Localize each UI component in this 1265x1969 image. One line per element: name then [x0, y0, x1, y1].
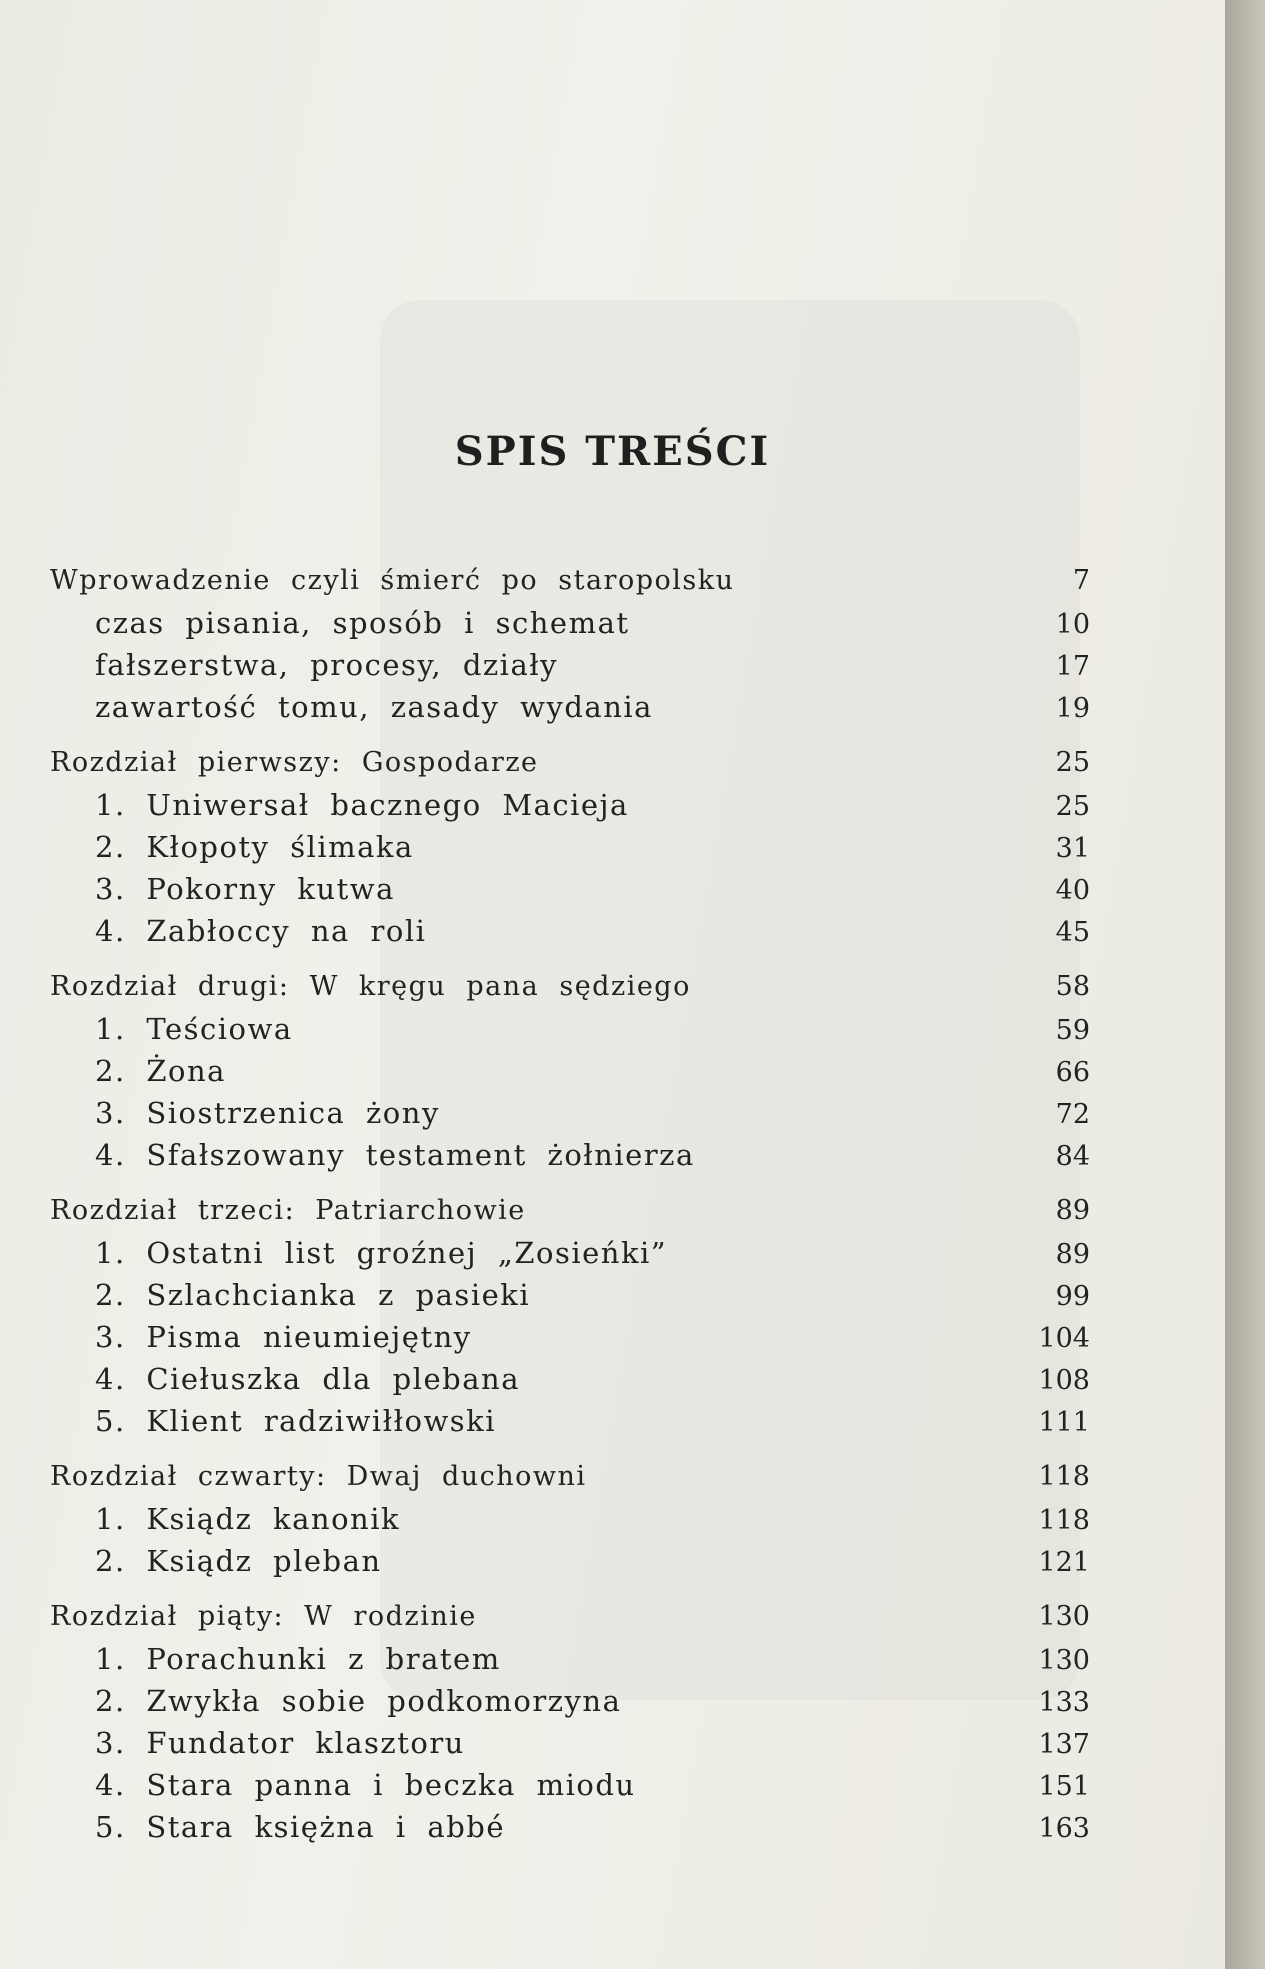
toc-page-number: 163	[1038, 1813, 1090, 1844]
toc-page-number: 118	[1038, 1461, 1090, 1492]
toc-entry-title: 2. Żona	[95, 1054, 226, 1088]
toc-entry-row	[50, 1316, 1090, 1358]
toc-entry-row	[50, 1092, 1090, 1134]
toc-entry-title: 4. Ciełuszka dla plebana	[95, 1362, 521, 1396]
toc-page-number: 31	[1055, 833, 1090, 864]
toc-entry-row	[50, 1274, 1090, 1316]
toc-entry-row	[50, 868, 1090, 910]
toc-page-number: 99	[1055, 1281, 1090, 1312]
toc-page-number: 25	[1055, 791, 1090, 822]
toc-chapter-row	[50, 742, 1090, 784]
toc-entry-title: Rozdział trzeci: Patriarchowie	[50, 1195, 526, 1226]
toc-entry-row	[50, 1806, 1090, 1848]
toc-entry-row	[50, 1232, 1090, 1274]
toc-entry-title: Rozdział czwarty: Dwaj duchowni	[50, 1461, 587, 1492]
table-of-contents	[50, 560, 1090, 1862]
toc-entry-row	[50, 1498, 1090, 1540]
toc-entry-title: 2. Ksiądz pleban	[95, 1544, 382, 1578]
toc-entry-title: 3. Pisma nieumiejętny	[95, 1320, 472, 1354]
toc-page-number: 25	[1055, 747, 1090, 778]
toc-entry-title: 1. Ksiądz kanonik	[95, 1502, 401, 1536]
toc-chapter-row	[50, 1190, 1090, 1232]
toc-entry-row	[50, 910, 1090, 952]
toc-page-number: 130	[1038, 1645, 1090, 1676]
toc-page-number: 40	[1055, 875, 1090, 906]
toc-entry-row	[50, 1764, 1090, 1806]
toc-section	[50, 742, 1090, 952]
toc-entry-title: 1. Uniwersał bacznego Macieja	[95, 788, 629, 822]
toc-page-number: 17	[1055, 651, 1090, 682]
toc-page-number: 108	[1038, 1365, 1090, 1396]
toc-entry-title: 4. Zabłoccy na roli	[95, 914, 427, 948]
page-edge	[1225, 0, 1265, 1969]
toc-chapter-row	[50, 1456, 1090, 1498]
toc-section	[50, 1596, 1090, 1848]
toc-entry-title: czas pisania, sposób i schemat	[95, 606, 630, 640]
toc-entry-title: 1. Teściowa	[95, 1012, 293, 1046]
toc-page-number: 89	[1055, 1195, 1090, 1226]
toc-entry-row	[50, 1400, 1090, 1442]
toc-page-number: 58	[1055, 971, 1090, 1002]
toc-entry-row	[50, 1358, 1090, 1400]
toc-entry-row	[50, 1134, 1090, 1176]
toc-page-number: 133	[1038, 1687, 1090, 1718]
toc-page-number: 111	[1038, 1407, 1090, 1438]
toc-page-number: 19	[1055, 693, 1090, 724]
toc-entry-title: fałszerstwa, procesy, działy	[95, 648, 559, 682]
toc-section	[50, 1190, 1090, 1442]
toc-entry-row	[50, 1722, 1090, 1764]
toc-entry-row	[50, 1050, 1090, 1092]
toc-entry-title: 3. Siostrzenica żony	[95, 1096, 440, 1130]
toc-chapter-row	[50, 560, 1090, 602]
toc-page-number: 130	[1038, 1601, 1090, 1632]
toc-page-number: 104	[1038, 1323, 1090, 1354]
toc-page-number: 45	[1055, 917, 1090, 948]
toc-entry-title: 2. Szlachcianka z pasieki	[95, 1278, 531, 1312]
toc-entry-title: 5. Klient radziwiłłowski	[95, 1404, 496, 1438]
toc-section	[50, 1456, 1090, 1582]
toc-entry-title: 2. Kłopoty ślimaka	[95, 830, 414, 864]
toc-entry-title: zawartość tomu, zasady wydania	[95, 690, 653, 724]
toc-entry-row	[50, 784, 1090, 826]
toc-entry-title: 2. Zwykła sobie podkomorzyna	[95, 1684, 622, 1718]
toc-entry-row	[50, 686, 1090, 728]
toc-entry-title: 1. Porachunki z bratem	[95, 1642, 501, 1676]
toc-entry-title: 4. Stara panna i beczka miodu	[95, 1768, 636, 1802]
toc-entry-title: 3. Pokorny kutwa	[95, 872, 395, 906]
toc-page-number: 137	[1038, 1729, 1090, 1760]
toc-entry-title: Rozdział drugi: W kręgu pana sędziego	[50, 971, 691, 1002]
toc-entry-row	[50, 1638, 1090, 1680]
toc-page-number: 84	[1055, 1141, 1090, 1172]
toc-chapter-row	[50, 966, 1090, 1008]
toc-page-number: 118	[1038, 1505, 1090, 1536]
toc-entry-row	[50, 1008, 1090, 1050]
toc-entry-title: Rozdział pierwszy: Gospodarze	[50, 747, 539, 778]
toc-entry-row	[50, 602, 1090, 644]
toc-page-number: 89	[1055, 1239, 1090, 1270]
toc-section	[50, 560, 1090, 728]
toc-section	[50, 966, 1090, 1176]
toc-entry-title: 3. Fundator klasztoru	[95, 1726, 465, 1760]
page-title: SPIS TREŚCI	[454, 428, 771, 475]
toc-entry-title: 4. Sfałszowany testament żołnierza	[95, 1138, 695, 1172]
toc-entry-row	[50, 644, 1090, 686]
toc-page-number: 59	[1055, 1015, 1090, 1046]
toc-entry-title: 5. Stara księżna i abbé	[95, 1810, 505, 1844]
toc-entry-row	[50, 1540, 1090, 1582]
toc-entry-title: 1. Ostatni list groźnej „Zosieńki”	[95, 1236, 668, 1270]
toc-page-number: 72	[1055, 1099, 1090, 1130]
toc-entry-row	[50, 826, 1090, 868]
toc-chapter-row	[50, 1596, 1090, 1638]
toc-entry-row	[50, 1680, 1090, 1722]
toc-entry-title: Wprowadzenie czyli śmierć po staropolsku	[50, 565, 735, 596]
toc-page-number: 7	[1072, 565, 1090, 596]
toc-page-number: 151	[1038, 1771, 1090, 1802]
toc-page-number: 10	[1055, 609, 1090, 640]
toc-page-number: 121	[1038, 1547, 1090, 1578]
toc-entry-title: Rozdział piąty: W rodzinie	[50, 1601, 477, 1632]
toc-page-number: 66	[1055, 1057, 1090, 1088]
